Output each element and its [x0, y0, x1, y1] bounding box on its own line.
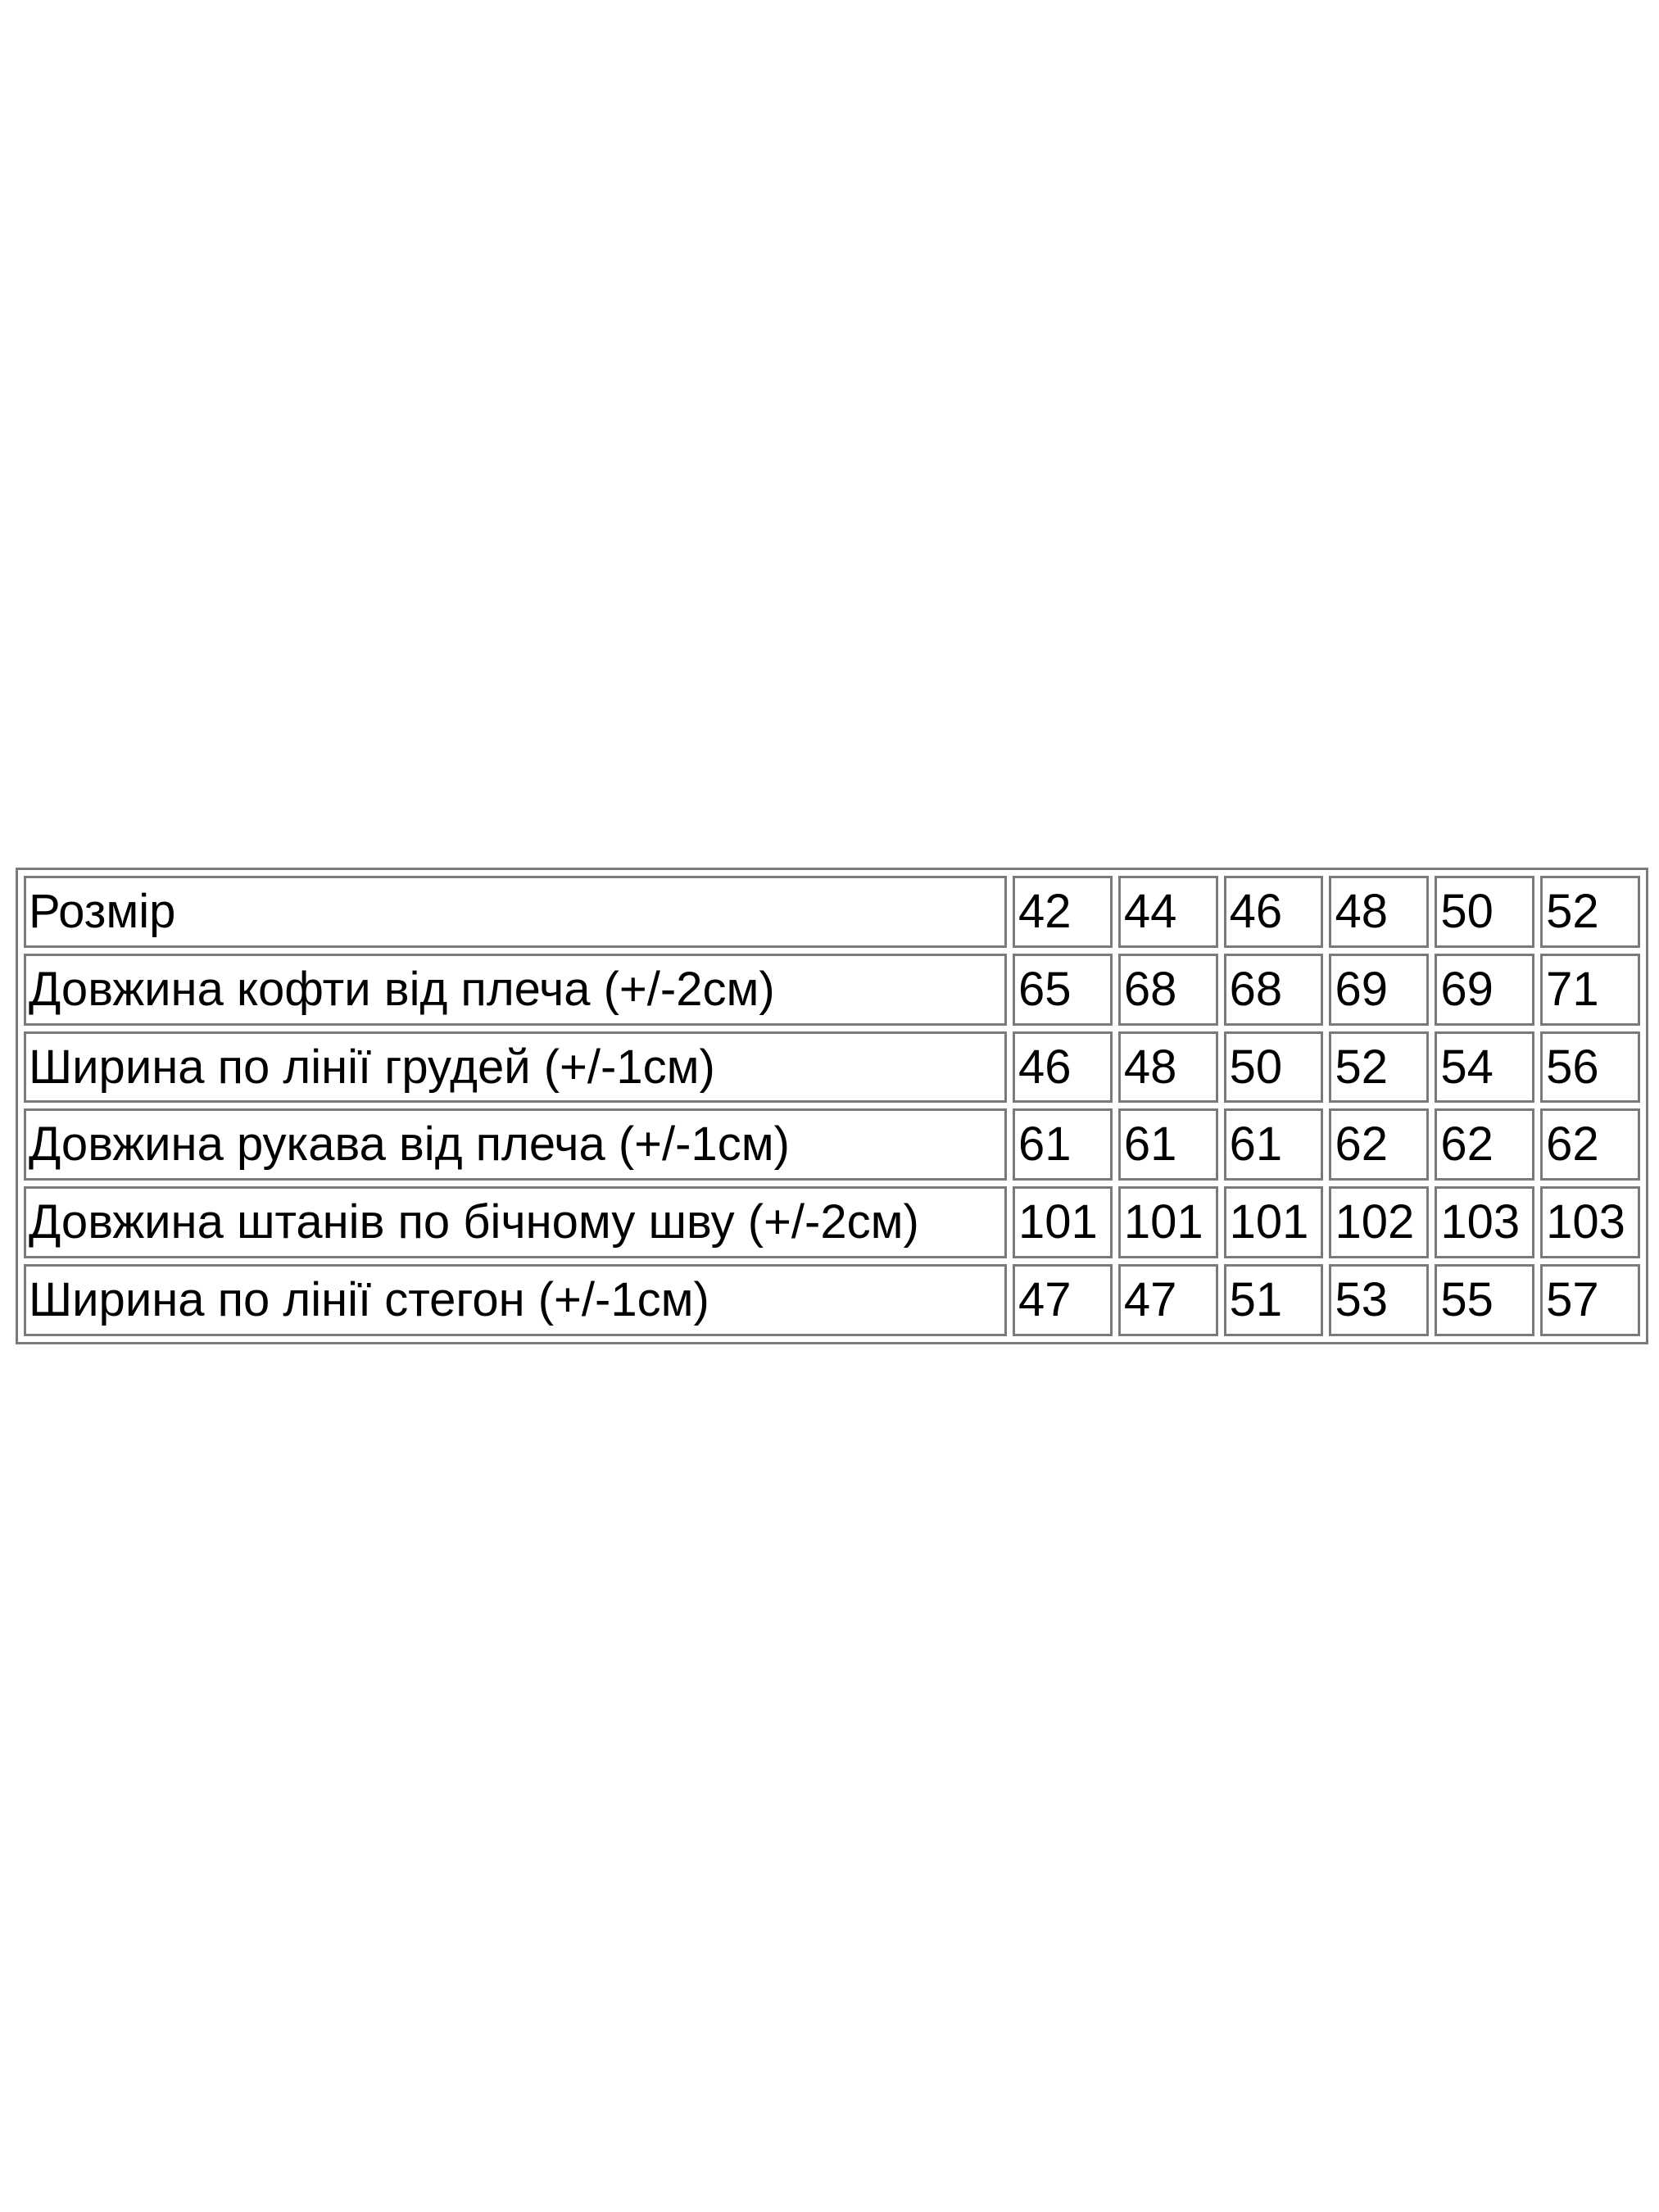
table-cell: 103	[1540, 1186, 1640, 1258]
table-cell: 65	[1013, 954, 1113, 1026]
table-cell: 61	[1118, 1108, 1218, 1181]
table-row-pants-length	[24, 1186, 1640, 1258]
table-cell: 62	[1329, 1108, 1429, 1181]
table-cell: 61	[1224, 1108, 1324, 1181]
table-cell: 56	[1540, 1031, 1640, 1104]
table-row-sleeve-length	[24, 1108, 1640, 1181]
size-table-grid	[18, 870, 1646, 1342]
table-cell: 69	[1435, 954, 1534, 1026]
row-label: Довжина кофти від плеча (+/-2см)	[24, 954, 1007, 1026]
table-cell: 103	[1435, 1186, 1534, 1258]
table-cell: 52	[1329, 1031, 1429, 1104]
table-cell: 48	[1118, 1031, 1218, 1104]
table-cell: 101	[1013, 1186, 1113, 1258]
row-label: Ширина по лінії стегон (+/-1см)	[24, 1264, 1007, 1336]
table-row-chest-width	[24, 1031, 1640, 1104]
table-cell: 44	[1118, 876, 1218, 948]
table-cell: 46	[1013, 1031, 1113, 1104]
size-chart-table	[16, 868, 1648, 1344]
table-cell: 71	[1540, 954, 1640, 1026]
table-cell: 69	[1329, 954, 1429, 1026]
table-row-size	[24, 876, 1640, 948]
table-cell: 48	[1329, 876, 1429, 948]
table-cell: 54	[1435, 1031, 1534, 1104]
table-cell: 101	[1118, 1186, 1218, 1258]
table-cell: 47	[1118, 1264, 1218, 1336]
table-row-hip-width	[24, 1264, 1640, 1336]
table-cell: 46	[1224, 876, 1324, 948]
row-label: Довжина рукава від плеча (+/-1см)	[24, 1108, 1007, 1181]
row-label: Довжина штанів по бічному шву (+/-2см)	[24, 1186, 1007, 1258]
table-cell: 47	[1013, 1264, 1113, 1336]
table-cell: 51	[1224, 1264, 1324, 1336]
table-cell: 52	[1540, 876, 1640, 948]
table-cell: 62	[1435, 1108, 1534, 1181]
table-cell: 61	[1013, 1108, 1113, 1181]
table-cell: 55	[1435, 1264, 1534, 1336]
table-cell: 57	[1540, 1264, 1640, 1336]
row-label: Ширина по лінії грудей (+/-1см)	[24, 1031, 1007, 1104]
table-row-jacket-length	[24, 954, 1640, 1026]
table-cell: 68	[1118, 954, 1218, 1026]
table-cell: 68	[1224, 954, 1324, 1026]
table-cell: 42	[1013, 876, 1113, 948]
table-cell: 53	[1329, 1264, 1429, 1336]
table-cell: 62	[1540, 1108, 1640, 1181]
table-cell: 50	[1435, 876, 1534, 948]
table-cell: 50	[1224, 1031, 1324, 1104]
table-cell: 101	[1224, 1186, 1324, 1258]
row-label: Розмір	[24, 876, 1007, 948]
table-cell: 102	[1329, 1186, 1429, 1258]
